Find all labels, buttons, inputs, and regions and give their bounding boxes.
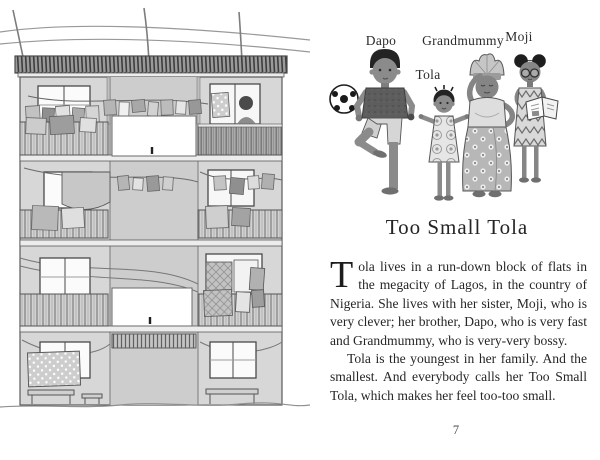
character-label-moji: Moji bbox=[505, 29, 533, 44]
window-with-child bbox=[210, 84, 260, 124]
child-head bbox=[239, 96, 253, 110]
character-tola bbox=[419, 85, 470, 201]
body-text bbox=[330, 254, 587, 405]
balcony-right bbox=[198, 124, 282, 155]
football bbox=[330, 85, 358, 113]
character-label-tola: Tola bbox=[415, 67, 441, 82]
white-banner bbox=[112, 116, 196, 156]
open-book bbox=[526, 97, 558, 120]
balcony-left bbox=[20, 294, 108, 326]
balcony-left bbox=[20, 206, 108, 238]
corrugated-roof bbox=[15, 56, 287, 77]
character-grandmummy bbox=[463, 54, 513, 197]
balcony-left bbox=[20, 115, 108, 155]
balcony-right bbox=[198, 290, 282, 326]
window-with-laundry bbox=[206, 254, 265, 294]
character-dapo bbox=[356, 49, 415, 195]
vent-grille bbox=[112, 334, 196, 348]
paragraph-1-text: ola lives in a run-down block of flats in the megacity of Lagos, in the country of Nigeria. She lives with her sister, Moji, who is very clever; her brother, Dapo, who is very fast and Grandmummy, who is very-very bossy. bbox=[330, 259, 587, 348]
paragraph-1 bbox=[330, 254, 587, 350]
window bbox=[210, 342, 256, 378]
power-lines bbox=[0, 26, 310, 52]
white-banner bbox=[112, 288, 192, 326]
chapter-title: Too Small Tola bbox=[385, 215, 529, 239]
balcony-right bbox=[198, 206, 282, 238]
character-label-grandmummy: Grandmummy bbox=[422, 33, 504, 48]
character-label-dapo: Dapo bbox=[365, 33, 397, 48]
drop-cap: T bbox=[330, 254, 354, 296]
window bbox=[40, 258, 90, 296]
wrapper-skirt bbox=[463, 127, 512, 191]
page-number: 7 bbox=[452, 423, 460, 437]
paragraph-2: Tola is the youngest in her family. And the smallest. And everybody calls her Too Small Tola, which makes her feel too-too small. bbox=[330, 351, 587, 403]
character-moji bbox=[514, 54, 558, 182]
draped-cloth bbox=[62, 172, 110, 210]
glasses bbox=[522, 69, 530, 77]
